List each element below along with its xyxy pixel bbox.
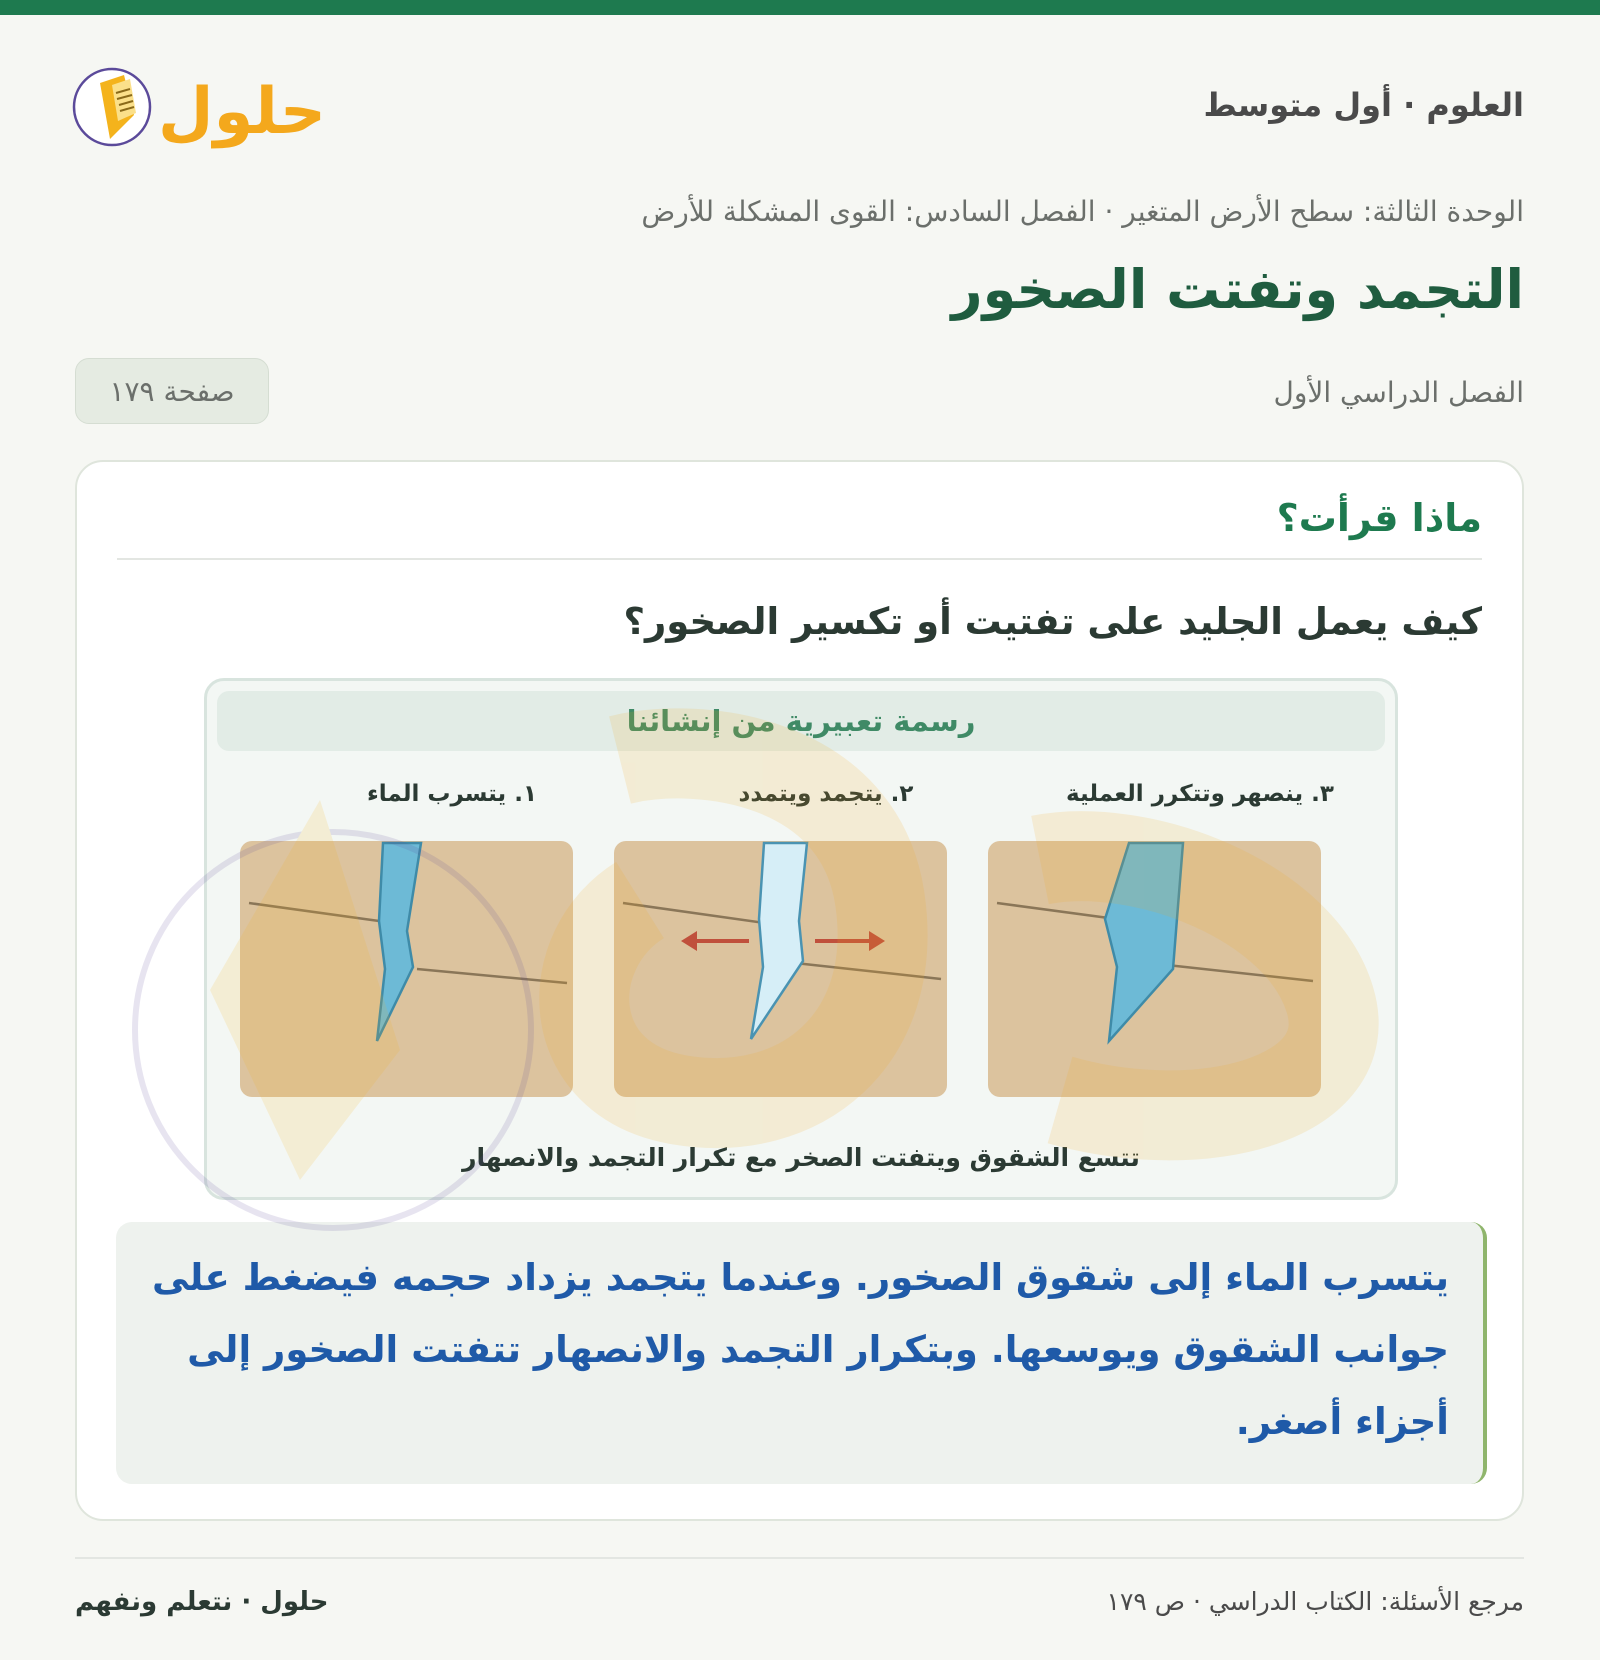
- step-label-2: ٢. يتجمد ويتمدد: [738, 781, 914, 807]
- answer-text: يتسرب الماء إلى شقوق الصخور. وعندما يتجمد يزداد حجمه فيضغط على جوانب الشقوق ويوسعها. وبتكرار التجمد والانصهار تتفتت الصخور إلى أجزاء أصغر.: [151, 1256, 1449, 1443]
- footer-divider: [75, 1557, 1524, 1559]
- answer-box: [116, 1222, 1487, 1484]
- illustration-figure: [204, 678, 1398, 1200]
- subject-grade: العلوم · أول متوسط: [1203, 86, 1524, 124]
- page-number-badge: صفحة ١٧٩: [75, 358, 269, 424]
- section-divider: [117, 558, 1482, 560]
- top-accent-bar: [0, 0, 1600, 15]
- panel-thaw-repeat: [988, 841, 1321, 1097]
- logo-wordmark: حلول: [158, 75, 326, 149]
- site-logo[interactable]: [72, 55, 332, 155]
- footer-reference: مرجع الأسئلة: الكتاب الدراسي · ص ١٧٩: [1106, 1587, 1524, 1616]
- semester-label: الفصل الدراسي الأول: [1273, 376, 1524, 409]
- step-label-1: ١. يتسرب الماء: [367, 781, 537, 807]
- figure-header: رسمة تعبيرية من إنشائنا: [217, 691, 1385, 751]
- page-title: التجمد وتفتت الصخور: [951, 258, 1524, 321]
- panel-freeze-expand: [614, 841, 947, 1097]
- question-text: كيف يعمل الجليد على تفتيت أو تكسير الصخور؟: [623, 600, 1482, 643]
- footer-brand[interactable]: حلول · نتعلم ونفهم: [75, 1587, 329, 1617]
- section-title: ماذا قرأت؟: [1276, 496, 1482, 540]
- figure-caption: تتسع الشقوق ويتفتت الصخر مع تكرار التجمد والانصهار: [462, 1143, 1140, 1172]
- breadcrumb[interactable]: الوحدة الثالثة: سطح الأرض المتغير · الفصل السادس: القوى المشكلة للأرض: [641, 195, 1524, 228]
- question-card: [75, 460, 1524, 1521]
- step-label-3: ٣. ينصهر وتتكرر العملية: [1066, 781, 1334, 807]
- freeze-thaw-diagram: [207, 681, 1395, 1197]
- panel-water-seeps: [240, 841, 573, 1097]
